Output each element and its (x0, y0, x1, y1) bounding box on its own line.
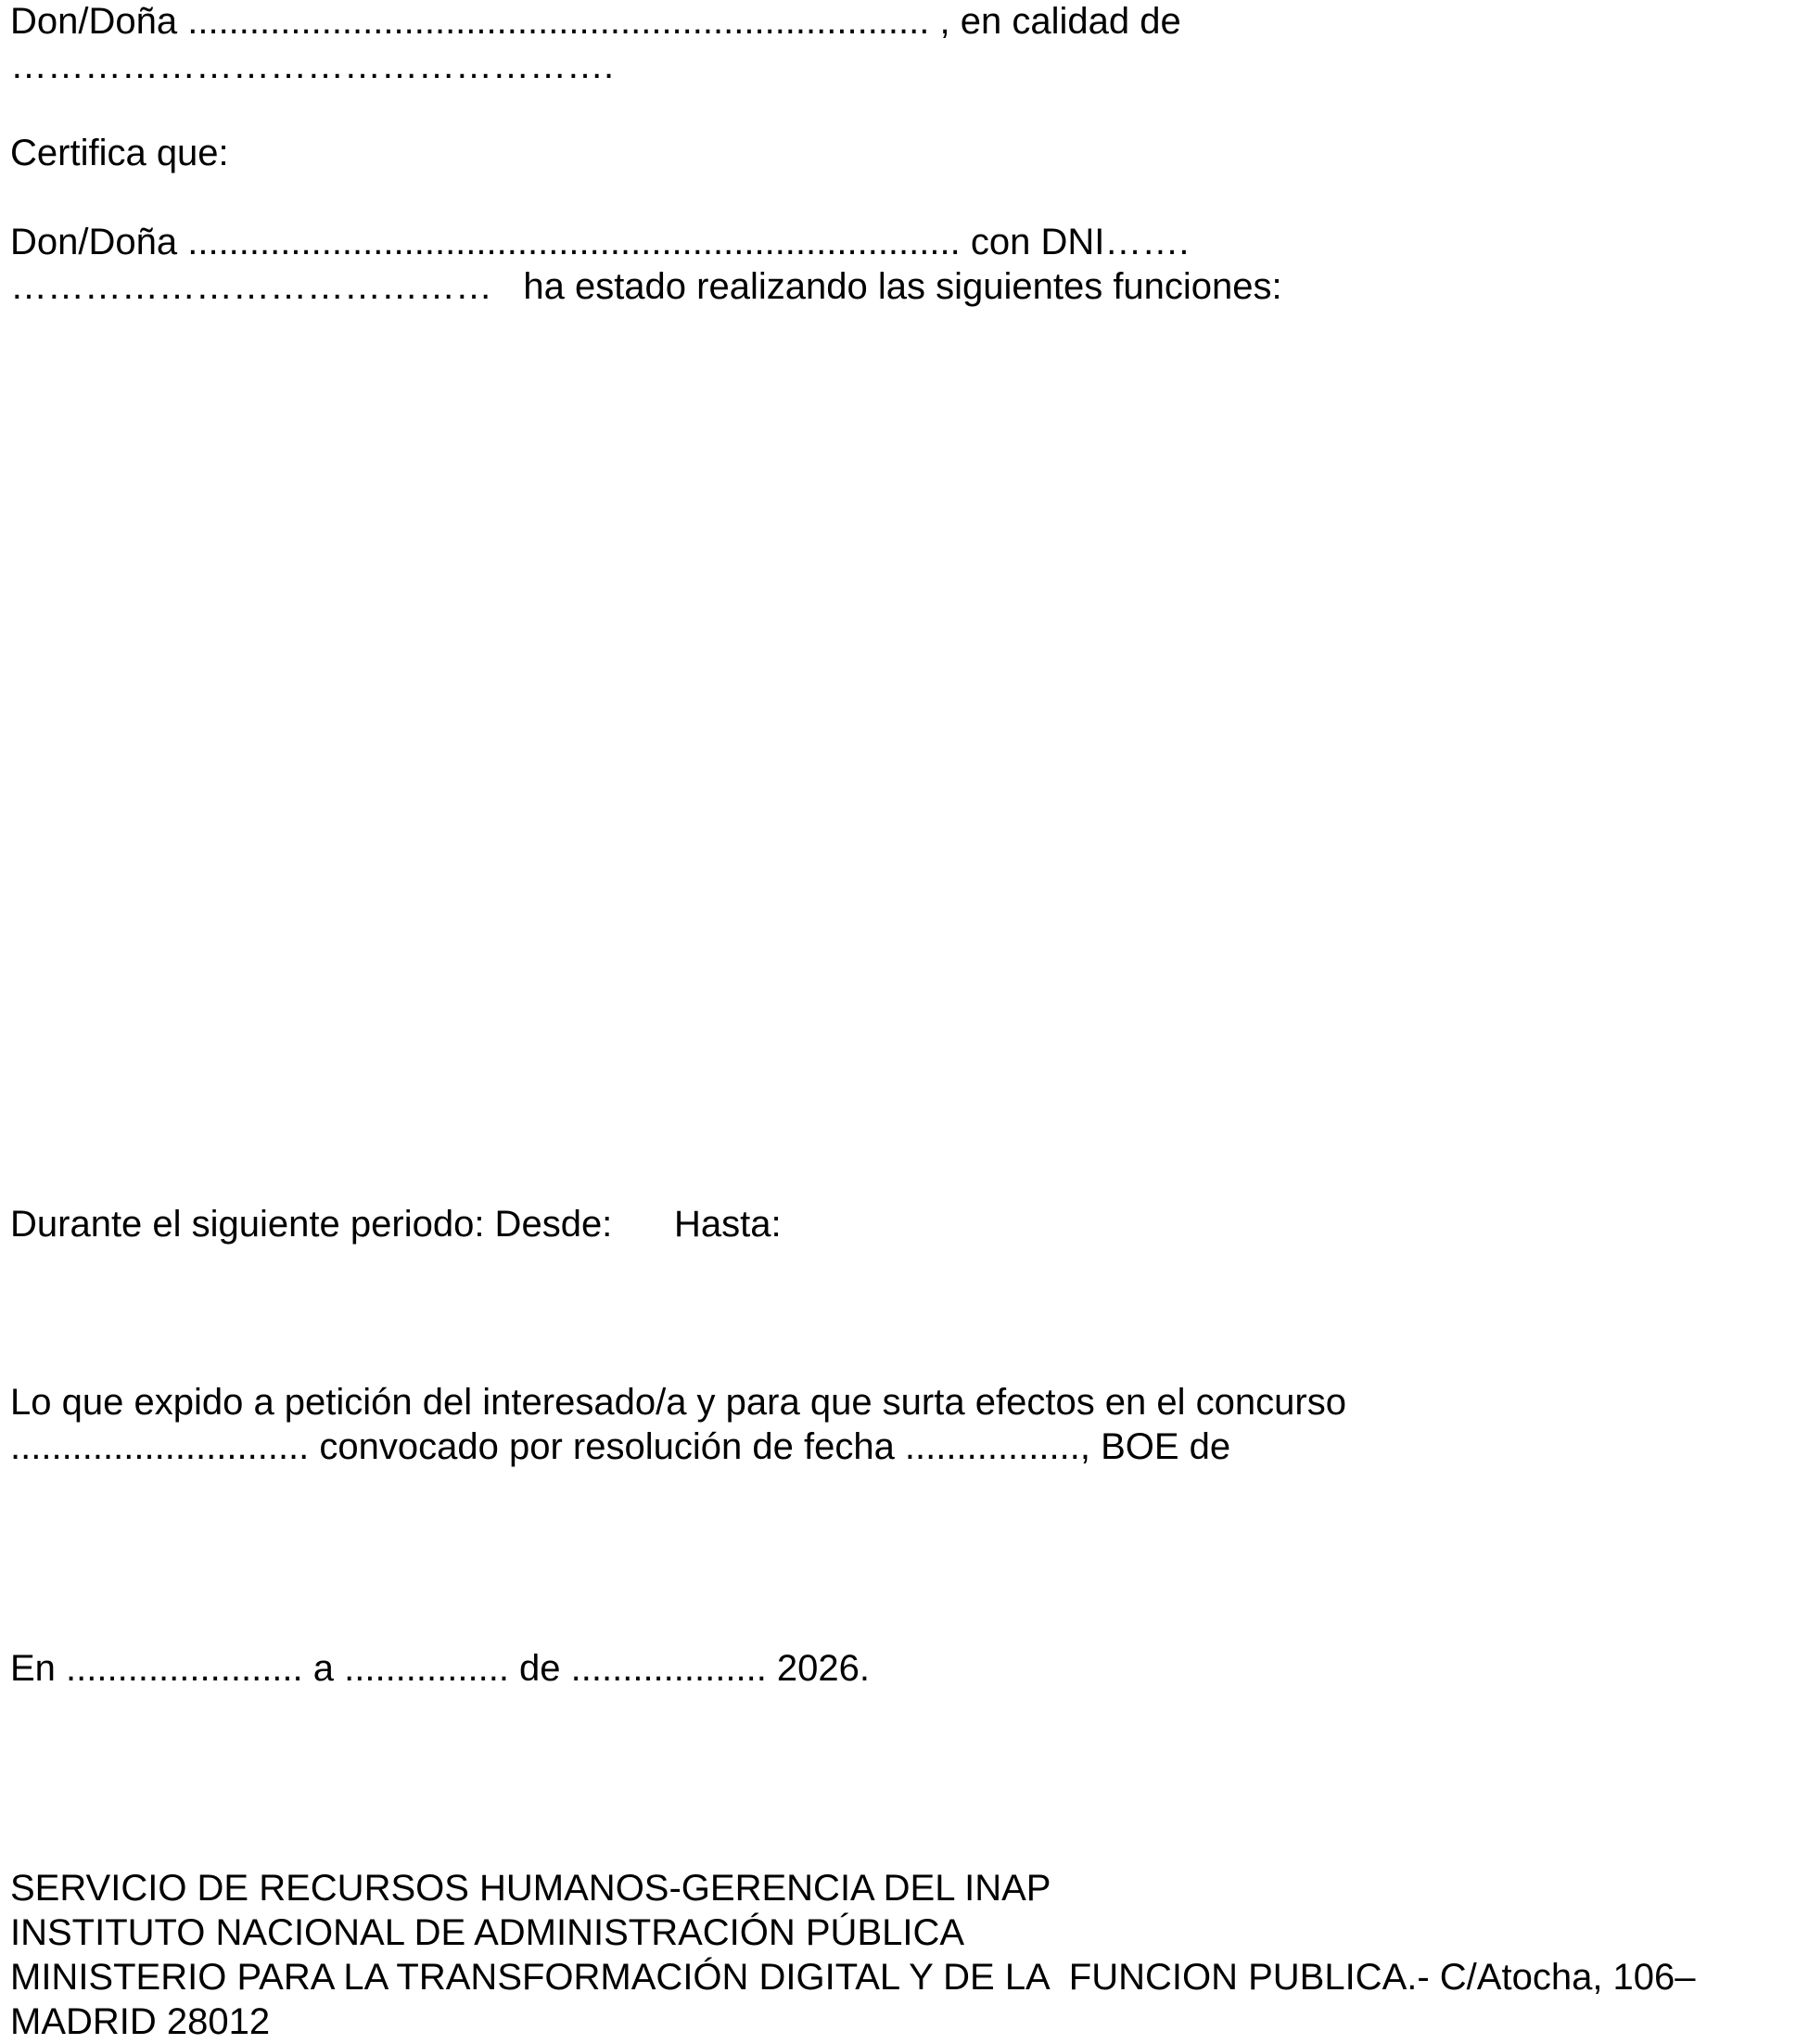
footer-ministry: MINISTERIO PARA LA TRANSFORMACIÓN DIGITAL Y DE LA FUNCION PUBLICA.- C/Atocha, 106– (10, 1957, 1696, 1998)
place-date-line: En ....................... a ................ de ................... 2026. (10, 1648, 871, 1689)
employee-name-line: Don/Doña ........................................................................... con DNI……. (10, 222, 1190, 262)
petition-line: Lo que expido a petición del interesado/a y para que surta efectos en el concurso (10, 1382, 1346, 1423)
footer-address (10, 1866, 1696, 2044)
issuer-name-line: Don/Doña ........................................................................ , en calidad de (10, 1, 1181, 42)
functions-line: ………………………………… ha estado realizando las siguientes funciones: (10, 266, 1282, 307)
period-line: Durante el siguiente periodo: Desde: Hasta: (10, 1204, 782, 1245)
footer-city: MADRID 28012 (10, 2001, 271, 2042)
convocation-line: ............................. convocado por resolución de fecha ................., BOE de (10, 1426, 1231, 1467)
issuer-capacity-line: …………………………………………. (10, 45, 615, 86)
footer-service: SERVICIO DE RECURSOS HUMANOS-GERENCIA DEL INAP (10, 1868, 1051, 1909)
footer-institute: INSTITUTO NACIONAL DE ADMINISTRACIÓN PÚBLICA (10, 1912, 965, 1953)
certifica-heading: Certifica que: (10, 133, 229, 173)
